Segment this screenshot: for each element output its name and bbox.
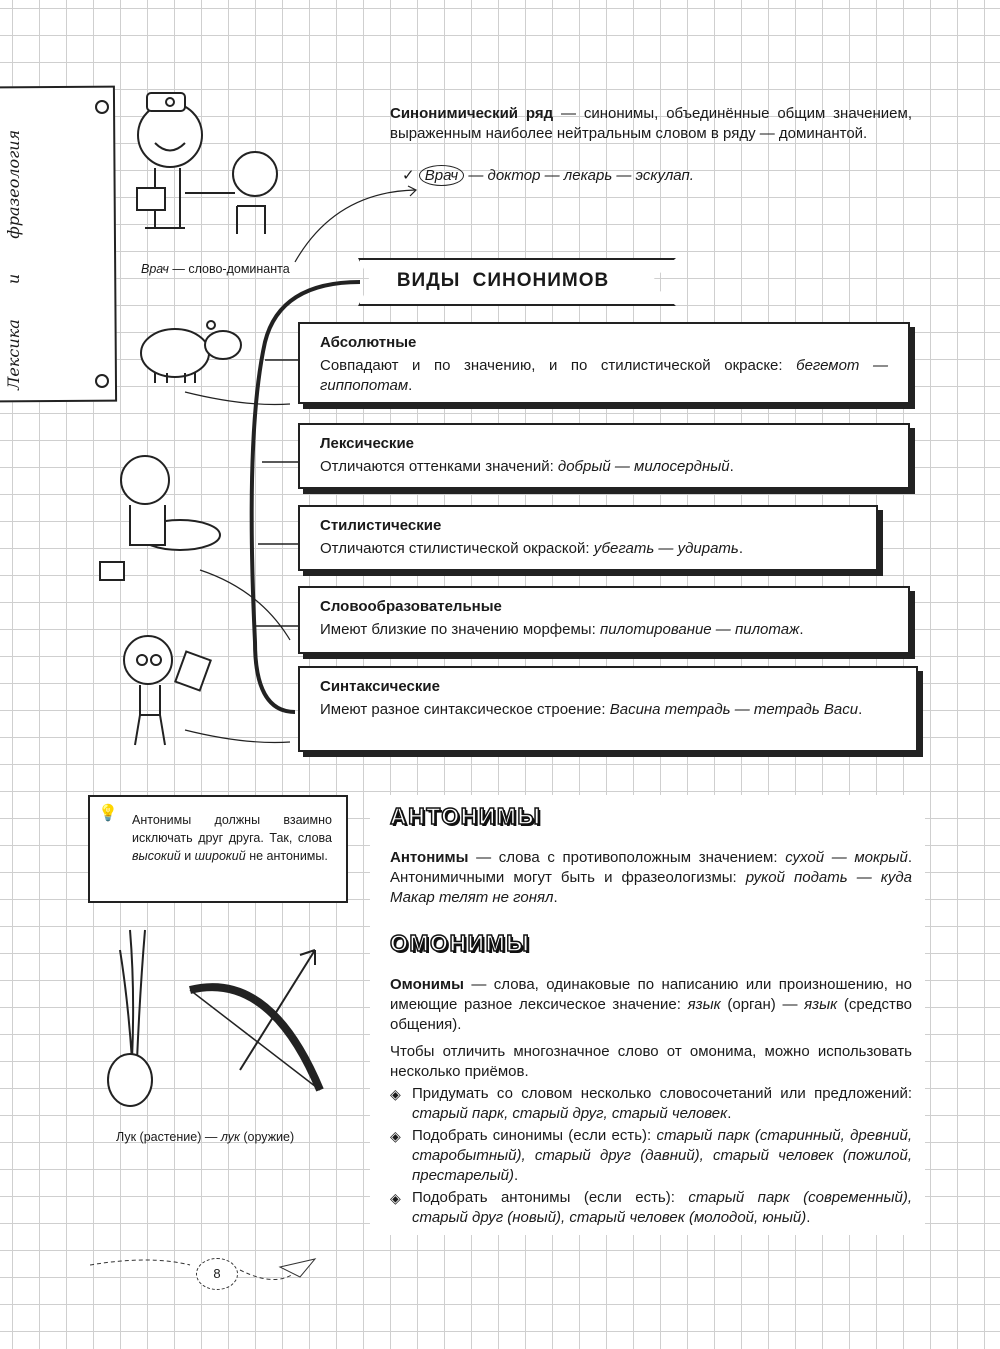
text-segment: . <box>738 540 743 557</box>
antonyms-definition <box>390 848 912 908</box>
card-title: Синтаксические <box>320 678 440 695</box>
text-segment: . <box>513 1167 519 1184</box>
card-description <box>320 539 856 559</box>
card-description <box>320 356 888 396</box>
text-segment: (средство общения). <box>390 996 912 1033</box>
synonym-type-card <box>298 423 910 489</box>
chapter-title: Лексика и фразеология <box>4 129 23 390</box>
homonyms-heading: ОМОНИМЫ <box>390 930 531 956</box>
text-segment: добрый — милосердный <box>557 458 730 475</box>
text-segment: Подобрать антонимы (если есть): <box>412 1189 689 1206</box>
text-segment: — синонимы, объединённые общим значением, выраженным наиболее нейтральным словом в ряду — доминантой. <box>390 105 912 142</box>
text-segment: язык <box>687 996 721 1013</box>
lightbulb-icon: 💡 <box>98 805 118 822</box>
tip-text <box>132 811 332 865</box>
text-segment: Антонимы <box>390 849 469 866</box>
antonyms-heading: АНТОНИМЫ <box>390 803 542 829</box>
card-description <box>320 700 896 720</box>
page-number: 8 <box>196 1258 238 1290</box>
card-title: Словообразовательные <box>320 598 502 615</box>
text-segment: . <box>408 377 413 394</box>
text-segment: Антонимы должны взаимно исключать друг друга. Так, слова <box>132 813 332 845</box>
text-segment: старый парк (современный), старый друг (новый), старый человек (молодой, юный) <box>412 1189 913 1226</box>
text-segment: убегать — удирать <box>593 540 739 557</box>
onion-and-bow-illustration <box>100 920 340 1120</box>
card-title: Лексические <box>320 435 415 452</box>
text-segment: старый парк, старый друг, старый человек <box>412 1105 728 1122</box>
text-segment: — слова, одинаковые по написанию или произношению, но имеющие разное лексическое значение: <box>390 976 912 1013</box>
synonym-type-card <box>298 505 878 571</box>
synonym-type-card <box>298 666 918 752</box>
homonyms-definition <box>390 975 912 1035</box>
text-segment: Отличаются стилистической окраской: <box>320 540 594 557</box>
text-segment: широкий <box>194 849 246 863</box>
tip-note <box>88 795 348 903</box>
text-segment: не антонимы. <box>245 849 328 863</box>
text-segment: Имеют разное синтаксическое строение: <box>320 701 610 718</box>
text-segment: старый парк (старинный, древний, старобытный), старый друг (давний), старый человек (пожилой, престарелый) <box>412 1127 912 1184</box>
bow-caption <box>116 1130 294 1144</box>
list-item <box>390 1084 912 1124</box>
check-icon: ✓ <box>402 167 415 184</box>
text-segment: рукой подать — куда Макар телят не гонял <box>390 869 912 906</box>
synonym-type-card <box>298 586 910 654</box>
text-segment: (орган) — <box>720 996 805 1013</box>
circled-dominant: Врач <box>419 165 464 186</box>
text-segment: — слово-доминанта <box>168 262 290 276</box>
text-segment: Синонимический ряд <box>390 105 554 122</box>
text-segment: бегемот — гиппопотам <box>320 357 888 394</box>
text-segment: . <box>799 621 804 638</box>
card-description <box>320 620 888 640</box>
text-segment: язык <box>804 996 838 1013</box>
text-segment: и <box>180 849 195 863</box>
text-segment: сухой — мокрый <box>785 849 908 866</box>
text-segment: Лук (растение) — <box>116 1130 221 1144</box>
list-item <box>390 1126 912 1186</box>
text-segment: Васина тетрадь — тетрадь Васи <box>609 701 859 718</box>
text-segment: Имеют близкие по значению морфемы: <box>320 621 600 638</box>
list-item <box>390 1188 912 1228</box>
card-title: Абсолютные <box>320 334 417 351</box>
text-segment: Придумать со словом несколько словосочетаний или предложений: <box>412 1085 912 1102</box>
text-segment: высокий <box>132 849 181 863</box>
text-segment: Совпадают и по значению, и по стилистической окраске: <box>320 357 797 374</box>
text-segment: Врач <box>141 262 169 276</box>
homonyms-methods-list <box>390 1084 912 1230</box>
text-segment: . <box>806 1209 811 1226</box>
text-segment: лук <box>220 1130 240 1144</box>
card-title: Стилистические <box>320 517 442 534</box>
synonym-row-example <box>402 166 694 184</box>
text-segment: (оружие) <box>239 1130 295 1144</box>
text-segment: . <box>553 889 558 906</box>
text-segment: Омонимы <box>390 976 464 993</box>
banner-title: ВИДЫ СИНОНИМОВ <box>396 270 610 291</box>
text-segment: . <box>729 458 734 475</box>
text-segment: Отличаются оттенками значений: <box>320 458 558 475</box>
text-segment: Чтобы отличить многозначное слово от омонима, можно использовать несколько приёмов. <box>390 1043 912 1080</box>
homonyms-intro <box>390 1042 912 1082</box>
text-segment: . Антонимичными могут быть и фразеологизмы: <box>390 849 912 886</box>
text-segment: — слова с противоположным значением: <box>468 849 786 866</box>
synonym-type-card <box>298 322 910 404</box>
synonym-list: — доктор — лекарь — эскулап. <box>464 167 694 184</box>
text-segment: пилотирование — пилотаж <box>599 621 800 638</box>
text-segment: Подобрать синонимы (если есть): <box>412 1127 657 1144</box>
text-segment: . <box>858 701 863 718</box>
text-segment: . <box>727 1105 732 1122</box>
card-description <box>320 457 888 477</box>
synonym-row-definition <box>390 104 912 144</box>
